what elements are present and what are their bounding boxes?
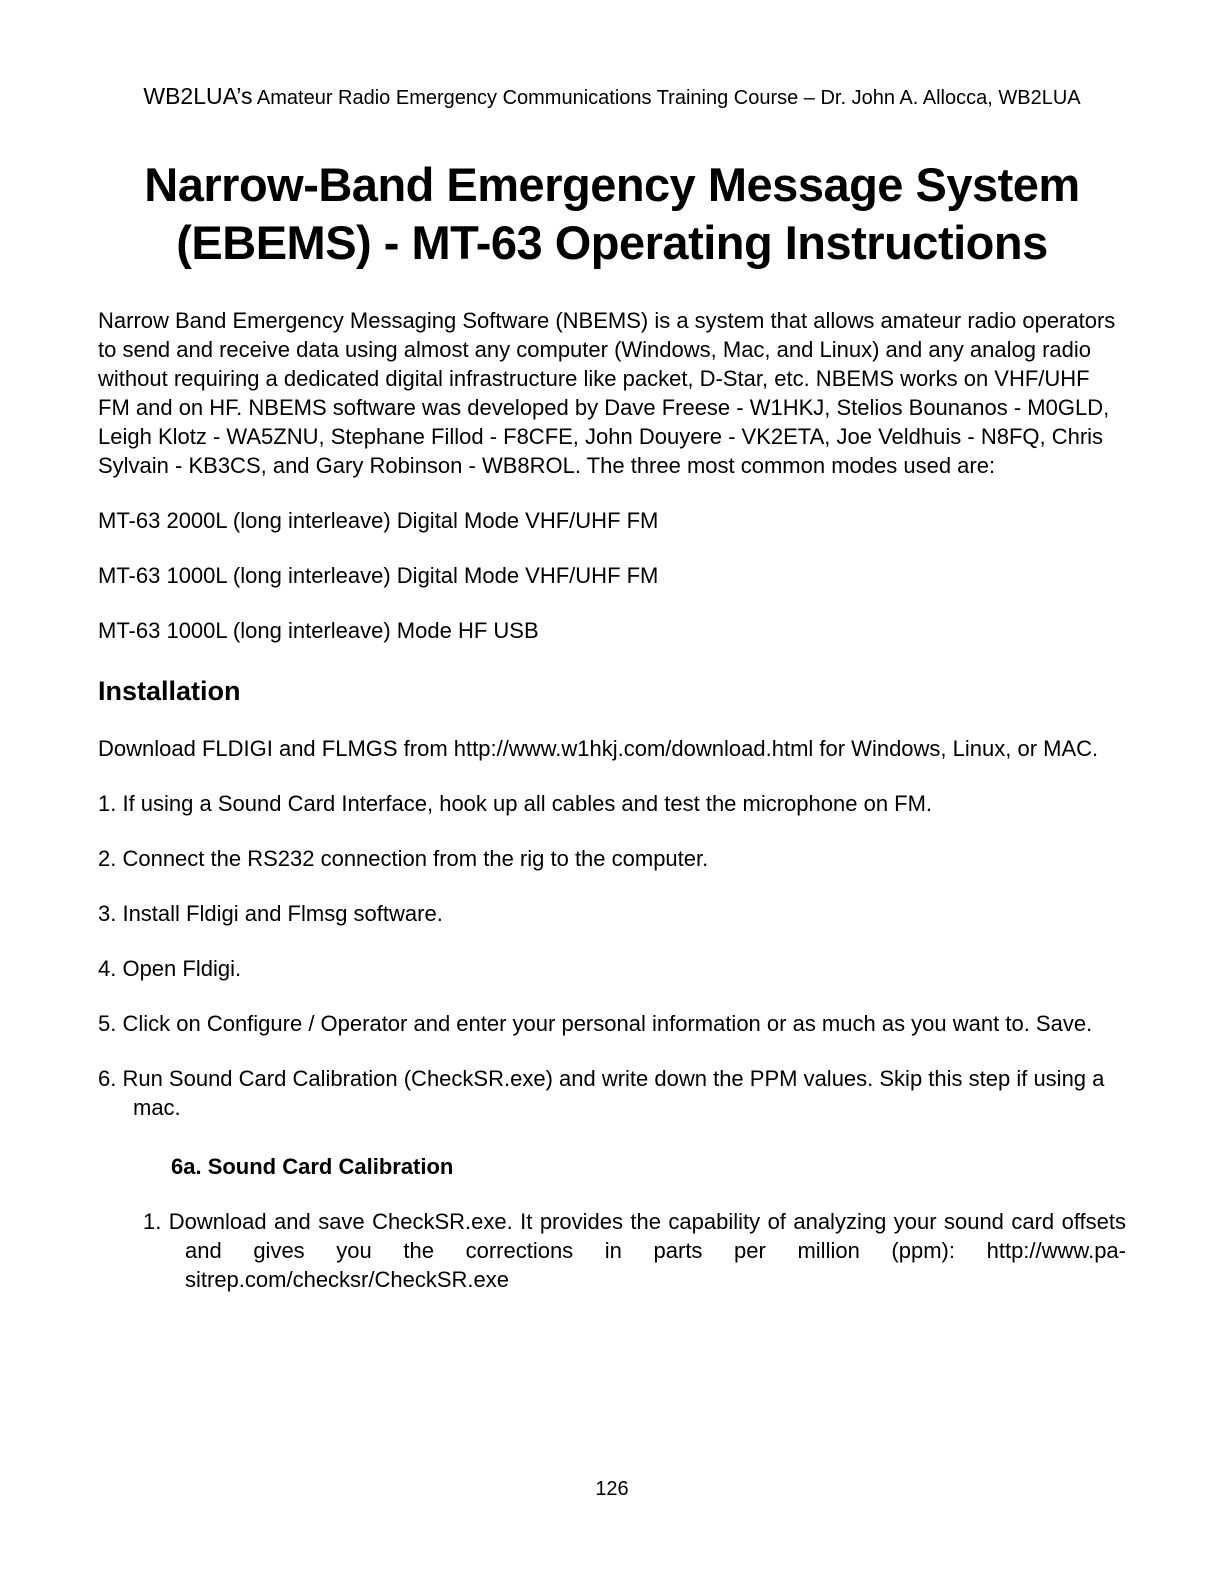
page-title-line1: Narrow-Band Emergency Message System (144, 158, 1080, 211)
sound-card-calibration-heading: 6a. Sound Card Calibration (171, 1154, 454, 1179)
step-5: 5. Click on Configure / Operator and enter your personal information or as much as you want to. Save. (98, 1011, 1093, 1036)
page-number: 126 (595, 1478, 629, 1500)
header-callsign: WB2LUA’s (143, 83, 253, 109)
page-title-line2: (EBEMS) - MT-63 Operating Instructions (176, 216, 1048, 269)
mode-item-3: MT-63 1000L (long interleave) Mode HF USB (98, 618, 539, 643)
header-course-title: Amateur Radio Emergency Communications Training Course – Dr. John A. Allocca, WB2LUA (252, 87, 1081, 109)
step-4: 4. Open Fldigi. (98, 956, 242, 981)
mode-item-1: MT-63 2000L (long interleave) Digital Mode VHF/UHF FM (98, 508, 659, 533)
calibration-step-1: 1. Download and save CheckSR.exe. It provides the capability of analyzing your sound card offsets and gives you the corrections in parts per million (ppm): http://www.pa-sitrep.com/checksr/CheckSR.exe (143, 1209, 1126, 1292)
step-6: 6. Run Sound Card Calibration (CheckSR.exe) and write down the PPM values. Skip this step if using a mac. (98, 1066, 1105, 1120)
running-header (98, 82, 1126, 112)
step-3: 3. Install Fldigi and Flmsg software. (98, 901, 443, 926)
intro-paragraph: Narrow Band Emergency Messaging Software (NBEMS) is a system that allows amateur radio operators to send and receive data using almost any computer (Windows, Mac, and Linux) and any analog radio without requiring a dedicated digital infrastructure like packet, D-Star, etc. NBEMS works on VHF/UHF FM and on HF. NBEMS software was developed by Dave Freese - W1HKJ, Stelios Bounanos - M0GLD, Leigh Klotz - WA5ZNU, Stephane Fillod - F8CFE, John Douyere - VK2ETA, Joe Veldhuis - N8FQ, Chris Sylvain - KB3CS, and Gary Robinson - WB8ROL. The three most common modes used are: (98, 308, 1116, 478)
step-1: 1. If using a Sound Card Interface, hook up all cables and test the microphone on FM. (98, 791, 933, 816)
installation-heading: Installation (98, 676, 241, 706)
mode-item-2: MT-63 1000L (long interleave) Digital Mode VHF/UHF FM (98, 563, 659, 588)
page-title (98, 156, 1126, 272)
step-2: 2. Connect the RS232 connection from the rig to the computer. (98, 846, 709, 871)
download-note: Download FLDIGI and FLMGS from http://www.w1hkj.com/download.html for Windows, Linux, or MAC. (98, 736, 1099, 761)
